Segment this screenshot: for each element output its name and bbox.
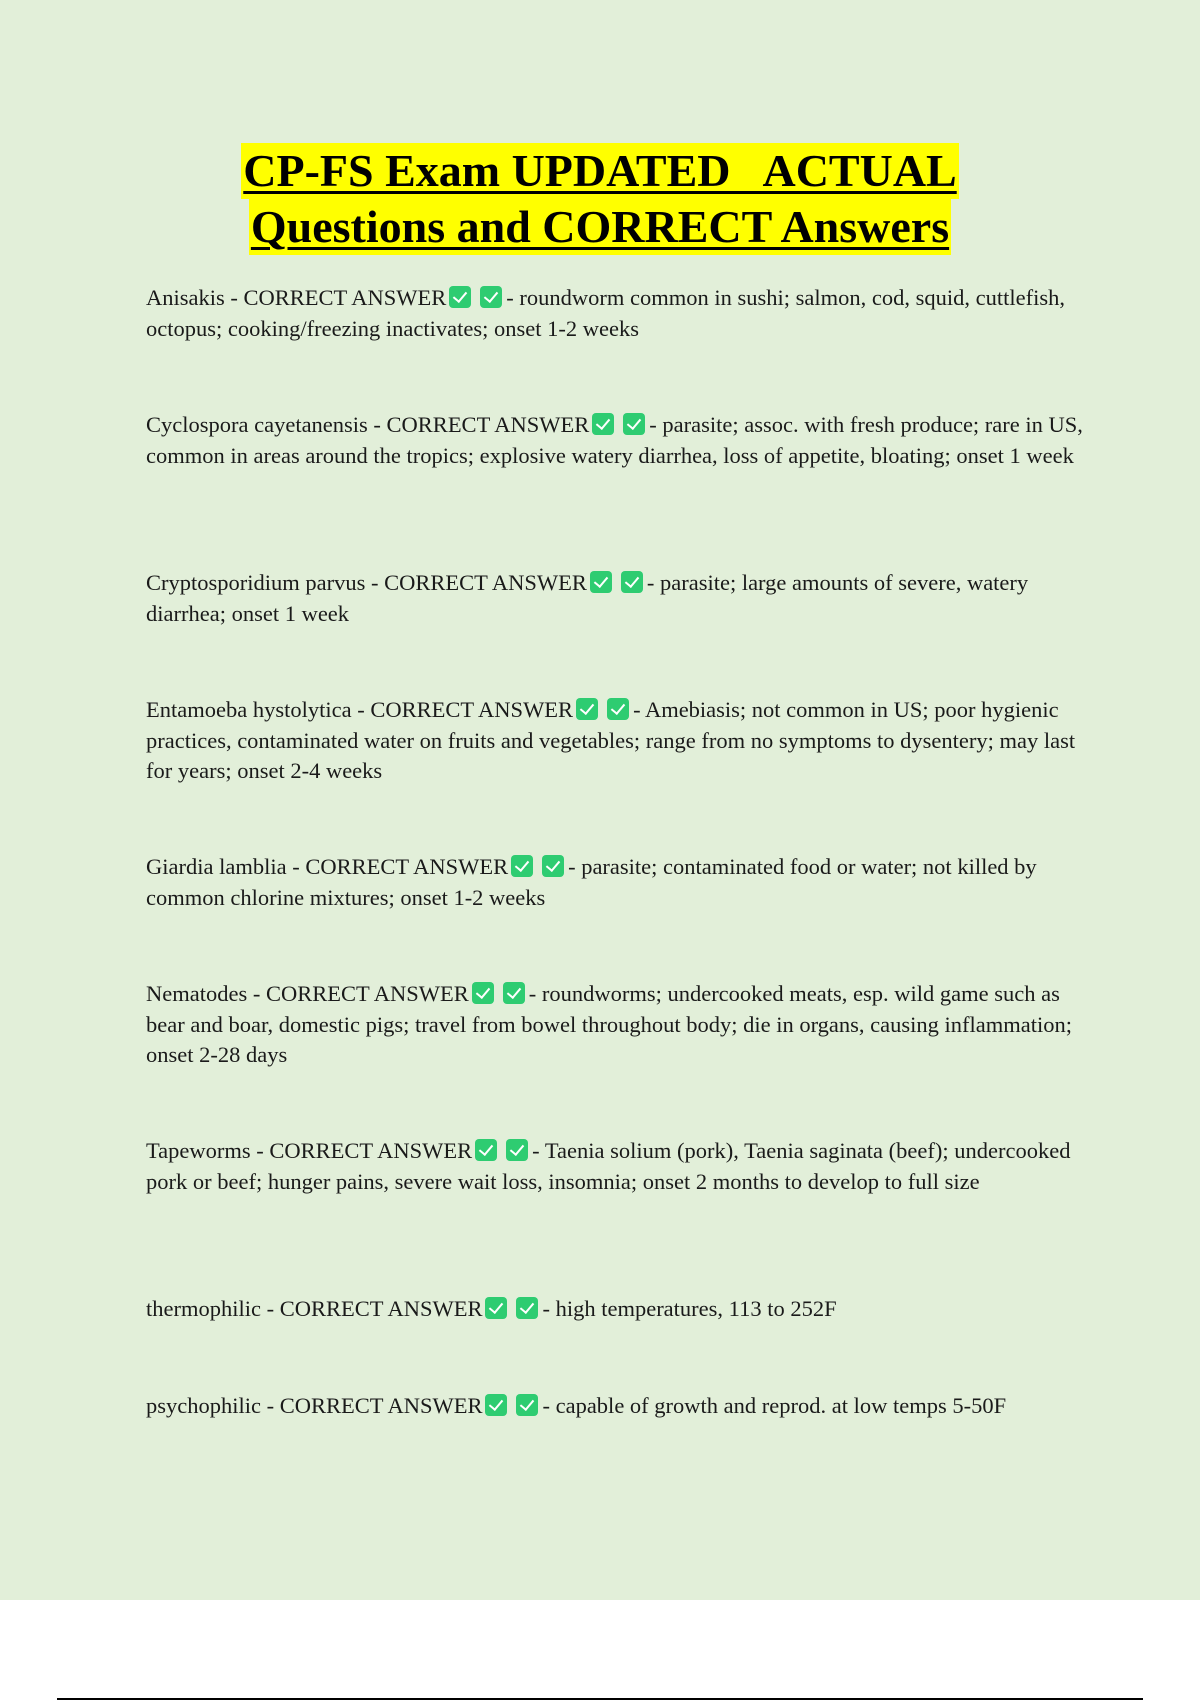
checkmark-icon bbox=[516, 1394, 538, 1416]
checkmark-icon bbox=[511, 855, 533, 877]
entry-definition: - roundworm common in sushi; salmon, cod, squid, cuttlefish, octopus; cooking/freezing inactivates; onset 1-2 weeks bbox=[146, 285, 1065, 341]
entry-term: Anisakis - bbox=[146, 285, 244, 310]
entry-definition: - parasite; assoc. with fresh produce; rare in US, common in areas around the tropics; explosive watery diarrhea, loss of appetite, bloating; onset 1 week bbox=[146, 412, 1083, 468]
qa-entry-cryptosporidium bbox=[146, 568, 1096, 629]
checkmark-icon bbox=[621, 571, 643, 593]
correct-answer-label: CORRECT ANSWER bbox=[279, 1393, 483, 1418]
checkmark-icon bbox=[485, 1297, 507, 1319]
correct-answer-label: CORRECT ANSWER bbox=[243, 285, 447, 310]
entry-definition: - parasite; large amounts of severe, watery diarrhea; onset 1 week bbox=[146, 570, 1029, 626]
entry-definition: - high temperatures, 113 to 252F bbox=[542, 1296, 837, 1321]
entry-definition: - Taenia solium (pork), Taenia saginata (beef); undercooked pork or beef; hunger pains, severe wait loss, insomnia; onset 2 months to develop to full size bbox=[146, 1138, 1071, 1194]
entry-term: Entamoeba hystolytica - bbox=[146, 697, 371, 722]
checkmark-icon bbox=[592, 413, 614, 435]
title-line-2: Questions and CORRECT Answers bbox=[249, 199, 951, 255]
entry-term: Giardia lamblia - bbox=[146, 854, 306, 879]
checkmark-icon bbox=[590, 571, 612, 593]
entry-term: Cyclospora cayetanensis - bbox=[146, 412, 387, 437]
entry-definition: - capable of growth and reprod. at low temps 5-50F bbox=[542, 1393, 1007, 1418]
qa-entry-giardia bbox=[146, 852, 1096, 913]
checkmark-icon bbox=[576, 698, 598, 720]
correct-answer-label: CORRECT ANSWER bbox=[269, 1138, 473, 1163]
correct-answer-label: CORRECT ANSWER bbox=[384, 570, 587, 595]
qa-entry-tapeworms bbox=[146, 1136, 1096, 1197]
checkmark-icon bbox=[542, 855, 564, 877]
qa-entry-anisakis bbox=[146, 283, 1096, 344]
qa-entry-psychophilic bbox=[146, 1391, 1096, 1422]
checkmark-icon bbox=[623, 413, 645, 435]
checkmark-icon bbox=[506, 1139, 528, 1161]
checkmark-icon bbox=[485, 1394, 507, 1416]
qa-entry-entamoeba bbox=[146, 695, 1096, 787]
qa-entry-nematodes bbox=[146, 979, 1096, 1071]
correct-answer-label: CORRECT ANSWER bbox=[370, 697, 574, 722]
checkmark-icon bbox=[472, 982, 494, 1004]
entry-term: Nematodes - bbox=[146, 981, 266, 1006]
checkmark-icon bbox=[503, 982, 525, 1004]
checkmark-icon bbox=[449, 286, 471, 308]
qa-entry-thermophilic bbox=[146, 1294, 1096, 1325]
entry-term: Cryptosporidium parvus - bbox=[146, 570, 385, 595]
document-title bbox=[0, 143, 1200, 255]
entry-term: Tapeworms - bbox=[146, 1138, 270, 1163]
checkmark-icon bbox=[480, 286, 502, 308]
title-line-1: CP-FS Exam UPDATED ACTUAL bbox=[241, 143, 958, 199]
entry-term: psychophilic - bbox=[146, 1393, 280, 1418]
checkmark-icon bbox=[516, 1297, 538, 1319]
entry-definition: - Amebiasis; not common in US; poor hygienic practices, contaminated water on fruits and vegetables; range from no symptoms to dysentery; may last for years; onset 2-4 weeks bbox=[146, 697, 1076, 783]
correct-answer-label: CORRECT ANSWER bbox=[305, 854, 509, 879]
entry-definition: - roundworms; undercooked meats, esp. wild game such as bear and boar, domestic pigs; travel from bowel throughout body; die in organs, causing inflammation; onset 2-28 days bbox=[146, 981, 1072, 1067]
entry-term: thermophilic - bbox=[146, 1296, 280, 1321]
entry-definition: - parasite; contaminated food or water; not killed by common chlorine mixtures; onset 1-2 weeks bbox=[146, 854, 1037, 910]
correct-answer-label: CORRECT ANSWER bbox=[279, 1296, 483, 1321]
checkmark-icon bbox=[607, 698, 629, 720]
correct-answer-label: CORRECT ANSWER bbox=[265, 981, 469, 1006]
checkmark-icon bbox=[475, 1139, 497, 1161]
correct-answer-label: CORRECT ANSWER bbox=[386, 412, 590, 437]
qa-entry-cyclospora bbox=[146, 410, 1096, 471]
